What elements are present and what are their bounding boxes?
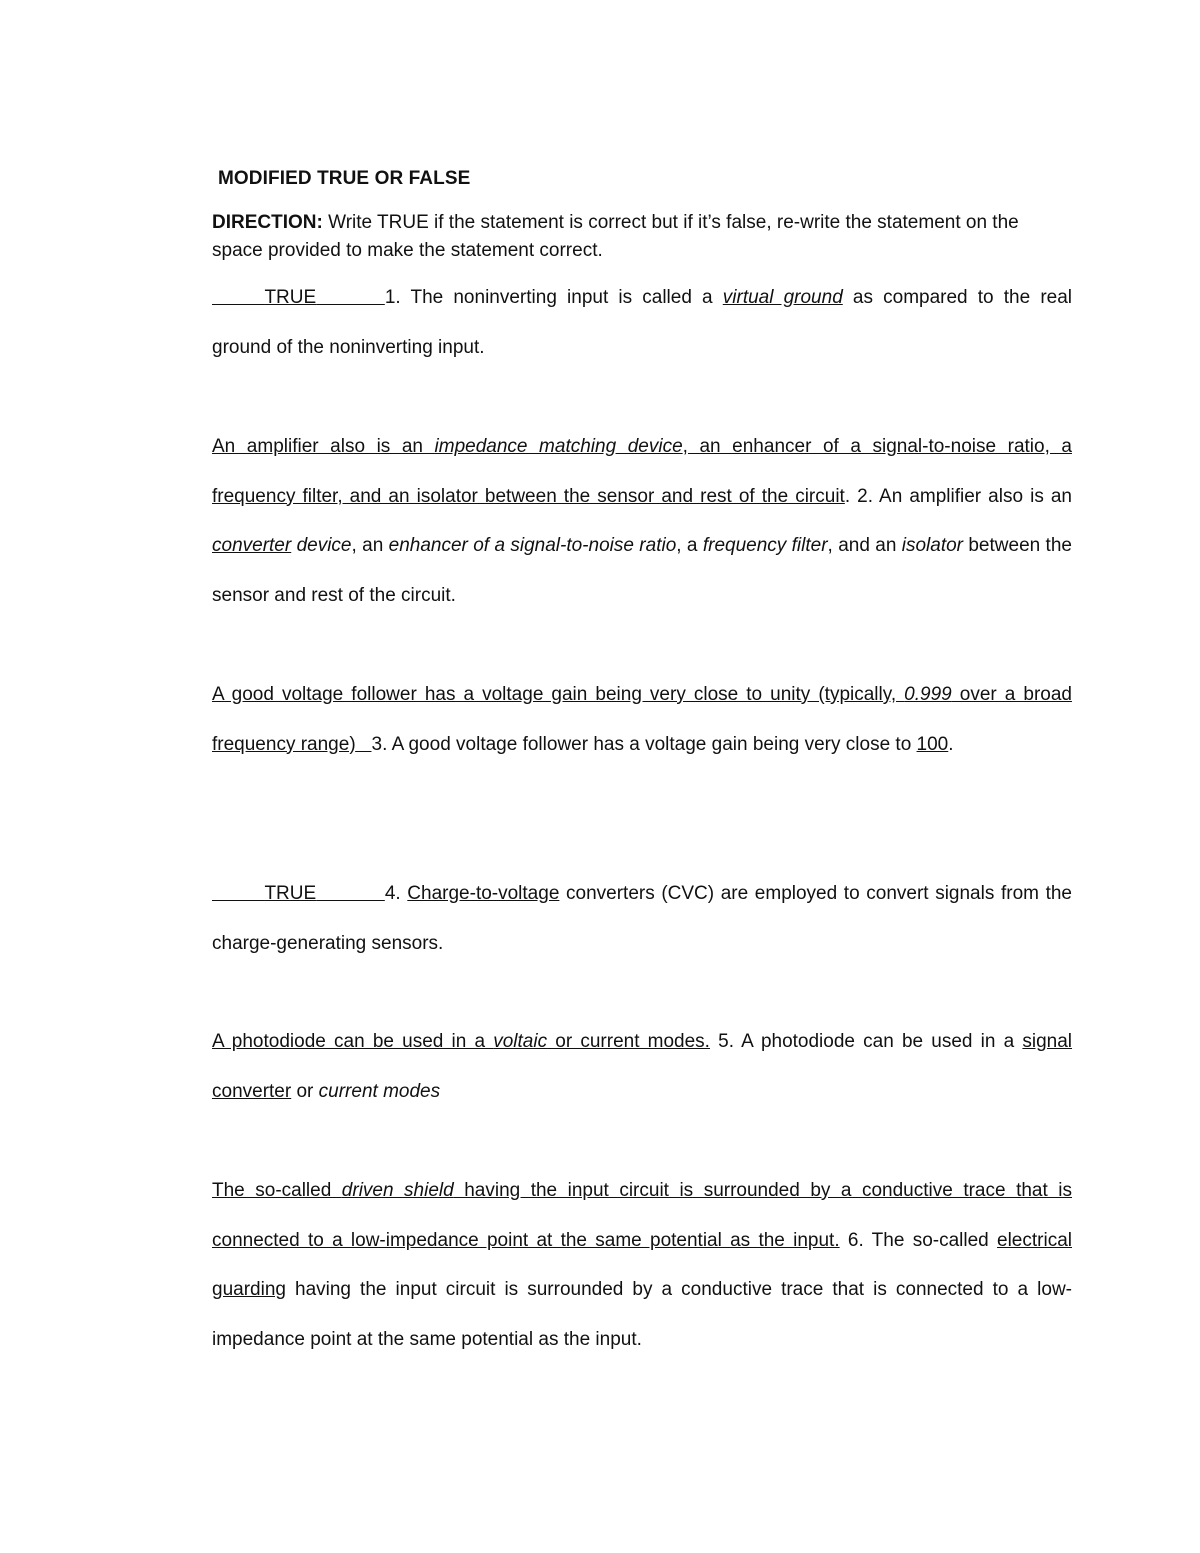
question-text-2e: , and an: [827, 535, 902, 557]
question-text-2a: An amplifier also is an: [873, 485, 1073, 507]
answer-term-3: 0.999: [904, 684, 952, 705]
question-number-1: 1.: [384, 287, 401, 308]
question-term-2: converter: [212, 535, 292, 557]
direction-paragraph: [212, 209, 1072, 265]
question-number-5: 5.: [718, 1031, 735, 1052]
question-term-5b: current modes: [318, 1080, 441, 1102]
question-number-6: 6.: [839, 1229, 864, 1251]
question-6: [212, 1166, 1072, 1365]
answer-blank-4: [212, 869, 385, 919]
question-5: [212, 1017, 1072, 1116]
question-text-2d: , a: [676, 535, 703, 557]
question-term-3: 100: [916, 733, 949, 755]
question-text-3a: A good voltage follower has a voltage gain being very close to: [387, 733, 917, 755]
answer-text-5a: A photodiode can be used in a: [212, 1031, 494, 1052]
question-3: [212, 670, 1072, 769]
answer-text-1: TRUE: [264, 287, 317, 308]
direction-text: Write TRUE if the statement is correct but if it’s false, re-write the statement on the space provided to make the statement correct.: [212, 212, 1019, 261]
answer-term-2: impedance matching device: [434, 436, 683, 457]
question-text-5a: A photodiode can be used in a: [734, 1031, 1023, 1052]
question-term-5: signal converter: [212, 1031, 1073, 1102]
answer-text-3a: A good voltage follower has a voltage gain being very close to unity (typically,: [212, 684, 905, 705]
question-number-3: 3.: [371, 733, 388, 755]
question-text-6b: having the input circuit is surrounded by a conductive trace that is connected to a low-impedance point at the same potential as the input.: [212, 1279, 1072, 1351]
question-text-6a: The so-called: [863, 1229, 998, 1251]
answer-text-4: TRUE: [264, 883, 317, 904]
question-text-3b: .: [948, 733, 954, 755]
page-title: MODIFIED TRUE OR FALSE: [218, 168, 471, 189]
question-term-4: Charge-to-voltage: [407, 883, 560, 904]
question-number-4: 4.: [384, 883, 401, 904]
answer-text-2a: An amplifier also is an: [212, 436, 435, 457]
answer-text-3b: over a broad frequency range): [212, 684, 1072, 755]
question-number-2: 2.: [850, 485, 874, 507]
question-2: [212, 422, 1072, 621]
question-term-2b: enhancer of a signal-to-noise ratio: [388, 535, 677, 557]
answer-blank-3: [356, 720, 372, 770]
answer-term-6: driven shield: [341, 1180, 454, 1201]
question-4: [212, 869, 1072, 968]
question-text-1a: The noninverting input is called a: [400, 287, 723, 308]
answer-term-5: voltaic: [493, 1031, 548, 1052]
question-text-2f: between the sensor and rest of the circuit.: [212, 535, 1072, 607]
answer-text-6a: The so-called: [212, 1180, 342, 1201]
question-term-1: virtual ground: [722, 287, 843, 308]
answer-text-2b: , an enhancer of a signal-to-noise ratio, a frequency filter, and an isolator between the sensor and rest of the circuit: [212, 436, 1072, 507]
question-text-2c: , an: [351, 535, 389, 557]
answer-blank-1: [212, 273, 385, 323]
answer-end-2: .: [844, 485, 851, 507]
answer-text-5b: or current modes.: [547, 1031, 710, 1052]
question-text-4b: converters (CVC) are employed to convert signals from the charge-generating sensors.: [212, 883, 1073, 954]
answer-text-6b: having the input circuit is surrounded by a conductive trace that is connected to a low-impedance point at the same potential as the input.: [212, 1180, 1072, 1251]
direction-label: DIRECTION:: [212, 212, 323, 233]
question-term-6: electrical guarding: [212, 1229, 1072, 1301]
question-term-2d: isolator: [901, 535, 963, 557]
question-text-5b: or: [291, 1080, 319, 1102]
question-1: [212, 273, 1072, 372]
question-term-2c: frequency filter: [702, 535, 828, 557]
question-text-1b: as compared to the real ground of the noninverting input.: [212, 287, 1073, 358]
question-text-2b: device: [291, 535, 352, 557]
